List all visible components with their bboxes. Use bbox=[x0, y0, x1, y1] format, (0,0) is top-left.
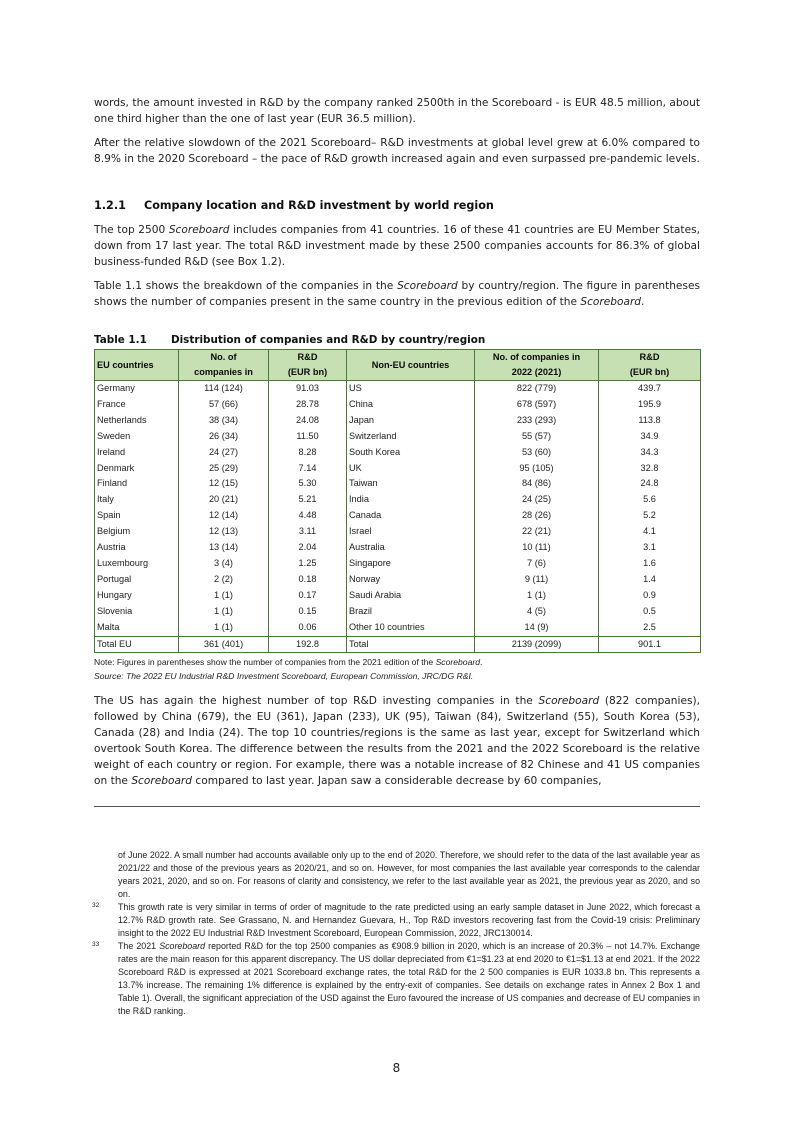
cell-non-eu-country: Japan bbox=[347, 413, 475, 429]
cell-non-eu-companies: 95 (105) bbox=[475, 461, 599, 477]
header-eu-rd bbox=[269, 350, 347, 381]
header-line: No. of companies in bbox=[492, 352, 581, 362]
footnote-separator bbox=[94, 806, 700, 807]
cell-eu-companies: 12 (14) bbox=[179, 508, 269, 524]
cell-eu-rd: 91.03 bbox=[269, 381, 347, 397]
cell-eu-country: Portugal bbox=[95, 572, 179, 588]
section-heading bbox=[94, 199, 494, 212]
cell-eu-country: Netherlands bbox=[95, 413, 179, 429]
text-run: (822 companies), followed by China (679), the EU (361), Japan (233), UK (95), Taiwan (84), Switzerland (55), South Korea (53), Canada (28) and India (24). The top 10 countries/regions is the same as last year, except for Switzerland which overtook South Korea. The difference between the results from the 2021 and the 2022 Scoreboard is the relative weight of each country or region. For example, there was a notable increase of 82 Chinese and 41 US companies on the bbox=[94, 695, 700, 787]
cell-non-eu-country: India bbox=[347, 492, 475, 508]
footnote-marker: 33 bbox=[92, 941, 100, 948]
cell-non-eu-rd: 1.6 bbox=[599, 556, 701, 572]
footnotes bbox=[92, 849, 700, 1018]
cell-non-eu-rd: 1.4 bbox=[599, 572, 701, 588]
table-caption-label: Table 1.1 bbox=[94, 334, 147, 346]
header-line: R&D bbox=[639, 352, 660, 362]
text-run: compared to last year. Japan saw a considerable decrease by 60 companies, bbox=[192, 775, 602, 787]
cell-eu-rd: 3.11 bbox=[269, 524, 347, 540]
footnote-continuation: of June 2022. A small number had accounts available only up to the end of 2020. Therefore, we should refer to the data of the last available year as 2021/22 and those of the previous years as 2020/21, and so on. However, for most companies the last available year corresponds to the calendar years 2021, 2020, and so on. For reasons of clarity and consistency, we refer to the last available year as 2021, the previous year as 2020, and so on. bbox=[118, 850, 700, 899]
cell-non-eu-companies: 9 (11) bbox=[475, 572, 599, 588]
text-run: The top 2500 bbox=[94, 224, 169, 236]
cell-non-eu-country: Switzerland bbox=[347, 429, 475, 445]
table-row bbox=[95, 492, 701, 508]
cell-non-eu-country: Norway bbox=[347, 572, 475, 588]
cell-eu-companies: 25 (29) bbox=[179, 461, 269, 477]
cell-eu-country: Hungary bbox=[95, 588, 179, 604]
cell-eu-companies: 57 (66) bbox=[179, 397, 269, 413]
text-emphasis: Scoreboard bbox=[435, 657, 480, 667]
cell-non-eu-companies: 55 (57) bbox=[475, 429, 599, 445]
table-row bbox=[95, 508, 701, 524]
cell-eu-rd: 5.30 bbox=[269, 476, 347, 492]
cell-non-eu-rd: 3.1 bbox=[599, 540, 701, 556]
cell-eu-companies: 3 (4) bbox=[179, 556, 269, 572]
cell-eu-rd: 7.14 bbox=[269, 461, 347, 477]
header-non-eu-countries: Non-EU countries bbox=[347, 350, 475, 381]
table-row bbox=[95, 524, 701, 540]
cell-eu-country: Belgium bbox=[95, 524, 179, 540]
cell-non-eu-rd: 5.2 bbox=[599, 508, 701, 524]
cell-non-eu-country: Canada bbox=[347, 508, 475, 524]
table-container bbox=[94, 349, 700, 653]
table-row bbox=[95, 620, 701, 636]
cell-non-eu-total-label: Total bbox=[347, 636, 475, 653]
header-line: (EUR bn) bbox=[287, 367, 328, 377]
header-line: 2022 (2021) bbox=[511, 367, 562, 377]
cell-non-eu-companies: 22 (21) bbox=[475, 524, 599, 540]
cell-non-eu-companies: 10 (11) bbox=[475, 540, 599, 556]
cell-non-eu-companies: 4 (5) bbox=[475, 604, 599, 620]
text-emphasis: Scoreboard bbox=[397, 280, 458, 292]
cell-eu-country: Italy bbox=[95, 492, 179, 508]
table-row bbox=[95, 604, 701, 620]
text-run: The US has again the highest number of top R&D investing companies in the bbox=[94, 695, 539, 707]
section-number: 1.2.1 bbox=[94, 199, 126, 212]
cell-non-eu-companies: 233 (293) bbox=[475, 413, 599, 429]
cell-eu-companies: 114 (124) bbox=[179, 381, 269, 397]
cell-non-eu-companies: 53 (60) bbox=[475, 445, 599, 461]
table-row bbox=[95, 445, 701, 461]
header-line: companies in bbox=[194, 367, 253, 377]
cell-eu-rd: 5.21 bbox=[269, 492, 347, 508]
cell-eu-companies: 2 (2) bbox=[179, 572, 269, 588]
text-emphasis: Scoreboard bbox=[538, 695, 600, 707]
cell-non-eu-country: China bbox=[347, 397, 475, 413]
cell-eu-rd: 0.18 bbox=[269, 572, 347, 588]
cell-eu-country: Luxembourg bbox=[95, 556, 179, 572]
table-row bbox=[95, 413, 701, 429]
cell-eu-country: France bbox=[95, 397, 179, 413]
cell-eu-companies: 12 (15) bbox=[179, 476, 269, 492]
table-row bbox=[95, 540, 701, 556]
table-row bbox=[95, 572, 701, 588]
cell-non-eu-rd: 34.9 bbox=[599, 429, 701, 445]
cell-eu-rd: 1.25 bbox=[269, 556, 347, 572]
table-row bbox=[95, 588, 701, 604]
cell-eu-rd: 8.28 bbox=[269, 445, 347, 461]
cell-non-eu-companies: 24 (25) bbox=[475, 492, 599, 508]
cell-non-eu-companies: 678 (597) bbox=[475, 397, 599, 413]
table-row bbox=[95, 381, 701, 397]
cell-non-eu-rd: 34.3 bbox=[599, 445, 701, 461]
cell-eu-rd: 0.06 bbox=[269, 620, 347, 636]
cell-eu-country: Germany bbox=[95, 381, 179, 397]
cell-eu-total-label: Total EU bbox=[95, 636, 179, 653]
header-line: (EUR bn) bbox=[629, 367, 670, 377]
cell-non-eu-total-companies: 2139 (2099) bbox=[475, 636, 599, 653]
cell-eu-country: Malta bbox=[95, 620, 179, 636]
cell-non-eu-companies: 1 (1) bbox=[475, 588, 599, 604]
cell-non-eu-country: Other 10 countries bbox=[347, 620, 475, 636]
cell-non-eu-rd: 24.8 bbox=[599, 476, 701, 492]
table-row bbox=[95, 429, 701, 445]
cell-non-eu-rd: 32.8 bbox=[599, 461, 701, 477]
table-source: Source: The 2022 EU Industrial R&D Investment Scoreboard, European Commission, JRC/DG R&I. bbox=[94, 671, 474, 681]
cell-non-eu-country: Australia bbox=[347, 540, 475, 556]
text-run: includes companies from 41 countries. 16 of these 41 countries are EU Member States, down from 17 last year. The total R&D investment made by these 2500 companies accounts for 86.3% of global business-funded R&D (see Box 1.2). bbox=[94, 224, 700, 268]
cell-non-eu-companies: 14 (9) bbox=[475, 620, 599, 636]
paragraph-table-intro bbox=[94, 278, 700, 310]
paragraph-intro: words, the amount invested in R&D by the company ranked 2500th in the Scoreboard - is EUR 48.5 million, about one third higher than the one of last year (EUR 36.5 million). bbox=[94, 97, 700, 125]
text-run: reported R&D for the top 2500 companies as €908.9 billion in 2020, which is an increase of 20.3% – not 14.7%. Exchange rates are the main reason for this apparent discrepancy. The US dollar depreciated from €1=$1.23 at end 2020 to €1=$1.13 at end 2021. If the 2022 Scoreboard R&D is expressed at 2021 Scoreboard exchange rates, the total R&D for the 2 500 companies is EUR 1033.8 bn. This represents a 13.7% increase. The remaining 1% difference is explained by the entry-exit of companies. See details on exchange rates in Annex 2 Box 1 and Table 1). Overall, the significant appreciation of the USD against the Euro favoured the increase of US companies and decrease of EU companies in the R&D ranking. bbox=[118, 941, 700, 1016]
table-row bbox=[95, 397, 701, 413]
cell-non-eu-companies: 84 (86) bbox=[475, 476, 599, 492]
cell-non-eu-rd: 113.8 bbox=[599, 413, 701, 429]
cell-eu-country: Finland bbox=[95, 476, 179, 492]
cell-eu-rd: 24.08 bbox=[269, 413, 347, 429]
cell-non-eu-rd: 195.9 bbox=[599, 397, 701, 413]
cell-eu-country: Sweden bbox=[95, 429, 179, 445]
cell-eu-country: Slovenia bbox=[95, 604, 179, 620]
cell-eu-companies: 1 (1) bbox=[179, 604, 269, 620]
text-emphasis: Scoreboard bbox=[131, 775, 193, 787]
paragraph-countries bbox=[94, 222, 700, 270]
cell-eu-rd: 0.15 bbox=[269, 604, 347, 620]
cell-non-eu-rd: 2.5 bbox=[599, 620, 701, 636]
cell-eu-country: Ireland bbox=[95, 445, 179, 461]
cell-eu-rd: 11.50 bbox=[269, 429, 347, 445]
cell-non-eu-country: UK bbox=[347, 461, 475, 477]
cell-non-eu-country: Israel bbox=[347, 524, 475, 540]
text-run: . bbox=[480, 657, 483, 667]
table-row bbox=[95, 476, 701, 492]
table-caption bbox=[94, 334, 485, 346]
header-line: R&D bbox=[297, 352, 318, 362]
header-eu-companies bbox=[179, 350, 269, 381]
table-row bbox=[95, 556, 701, 572]
text-run: Note: Figures in parentheses show the number of companies from the 2021 edition of the bbox=[94, 657, 436, 667]
cell-eu-rd: 28.78 bbox=[269, 397, 347, 413]
cell-non-eu-country: South Korea bbox=[347, 445, 475, 461]
text-emphasis: Scoreboard bbox=[159, 941, 206, 951]
header-non-eu-rd bbox=[599, 350, 701, 381]
cell-eu-companies: 13 (14) bbox=[179, 540, 269, 556]
header-line: No. of bbox=[210, 352, 237, 362]
table-caption-text: Distribution of companies and R&D by country/region bbox=[171, 334, 486, 346]
paragraph-growth: After the relative slowdown of the 2021 Scoreboard– R&D investments at global level grew at 6.0% compared to 8.9% in the 2020 Scoreboard – the pace of R&D growth increased again and even surpassed pre-pandemic levels. bbox=[94, 137, 700, 165]
cell-non-eu-companies: 28 (26) bbox=[475, 508, 599, 524]
cell-non-eu-country: Taiwan bbox=[347, 476, 475, 492]
text-run: . bbox=[641, 296, 645, 308]
cell-non-eu-country: Saudi Arabia bbox=[347, 588, 475, 604]
cell-non-eu-country: Brazil bbox=[347, 604, 475, 620]
section-title: Company location and R&D investment by world region bbox=[144, 199, 494, 212]
footnote-text: This growth rate is very similar in terms of order of magnitude to the rate predicted using an early sample dataset in June 2022, which forecast a 12.7% R&D growth rate. See Grassano, N. and Hernandez Guevara, H., Top R&D investors recovering fast from the Covid-19 crisis: Preliminary insight to the 2022 EU Industrial R&D Investment Scoreboard, European Commission, 2022, JRC130014. bbox=[118, 902, 700, 938]
cell-non-eu-rd: 0.5 bbox=[599, 604, 701, 620]
page-number: 8 bbox=[392, 1061, 401, 1075]
text-emphasis: Scoreboard bbox=[580, 296, 642, 308]
distribution-table bbox=[94, 349, 701, 653]
table-header-row bbox=[95, 350, 701, 381]
cell-eu-companies: 1 (1) bbox=[179, 588, 269, 604]
cell-non-eu-country: Singapore bbox=[347, 556, 475, 572]
cell-non-eu-companies: 7 (6) bbox=[475, 556, 599, 572]
text-emphasis: Scoreboard bbox=[168, 224, 230, 236]
text-run: Table 1.1 shows the breakdown of the companies in the bbox=[94, 280, 398, 292]
cell-eu-companies: 1 (1) bbox=[179, 620, 269, 636]
cell-non-eu-rd: 439.7 bbox=[599, 381, 701, 397]
cell-eu-companies: 24 (27) bbox=[179, 445, 269, 461]
table-total-row bbox=[95, 636, 701, 653]
cell-eu-companies: 12 (13) bbox=[179, 524, 269, 540]
cell-eu-total-companies: 361 (401) bbox=[179, 636, 269, 653]
cell-eu-country: Denmark bbox=[95, 461, 179, 477]
paragraph-ranking bbox=[94, 693, 700, 789]
cell-non-eu-rd: 0.9 bbox=[599, 588, 701, 604]
footnote-33 bbox=[92, 940, 700, 1018]
cell-non-eu-total-rd: 901.1 bbox=[599, 636, 701, 653]
cell-eu-rd: 0.17 bbox=[269, 588, 347, 604]
cell-eu-country: Austria bbox=[95, 540, 179, 556]
cell-eu-companies: 26 (34) bbox=[179, 429, 269, 445]
cell-eu-country: Spain bbox=[95, 508, 179, 524]
table-row bbox=[95, 461, 701, 477]
cell-eu-rd: 2.04 bbox=[269, 540, 347, 556]
cell-eu-companies: 38 (34) bbox=[179, 413, 269, 429]
header-non-eu-companies bbox=[475, 350, 599, 381]
cell-non-eu-country: US bbox=[347, 381, 475, 397]
text-run: The 2021 bbox=[118, 941, 160, 951]
cell-eu-total-rd: 192.8 bbox=[269, 636, 347, 653]
text-run: by country/region. The figure in parentheses shows the number of companies present in the same country in the previous edition of the bbox=[94, 280, 701, 308]
cell-non-eu-rd: 4.1 bbox=[599, 524, 701, 540]
cell-eu-rd: 4.48 bbox=[269, 508, 347, 524]
cell-non-eu-rd: 5.6 bbox=[599, 492, 701, 508]
cell-eu-companies: 20 (21) bbox=[179, 492, 269, 508]
footnote-marker: 32 bbox=[92, 902, 100, 909]
cell-non-eu-companies: 822 (779) bbox=[475, 381, 599, 397]
table-note bbox=[94, 655, 482, 669]
header-eu-countries: EU countries bbox=[95, 350, 179, 381]
footnote-32 bbox=[92, 901, 700, 940]
